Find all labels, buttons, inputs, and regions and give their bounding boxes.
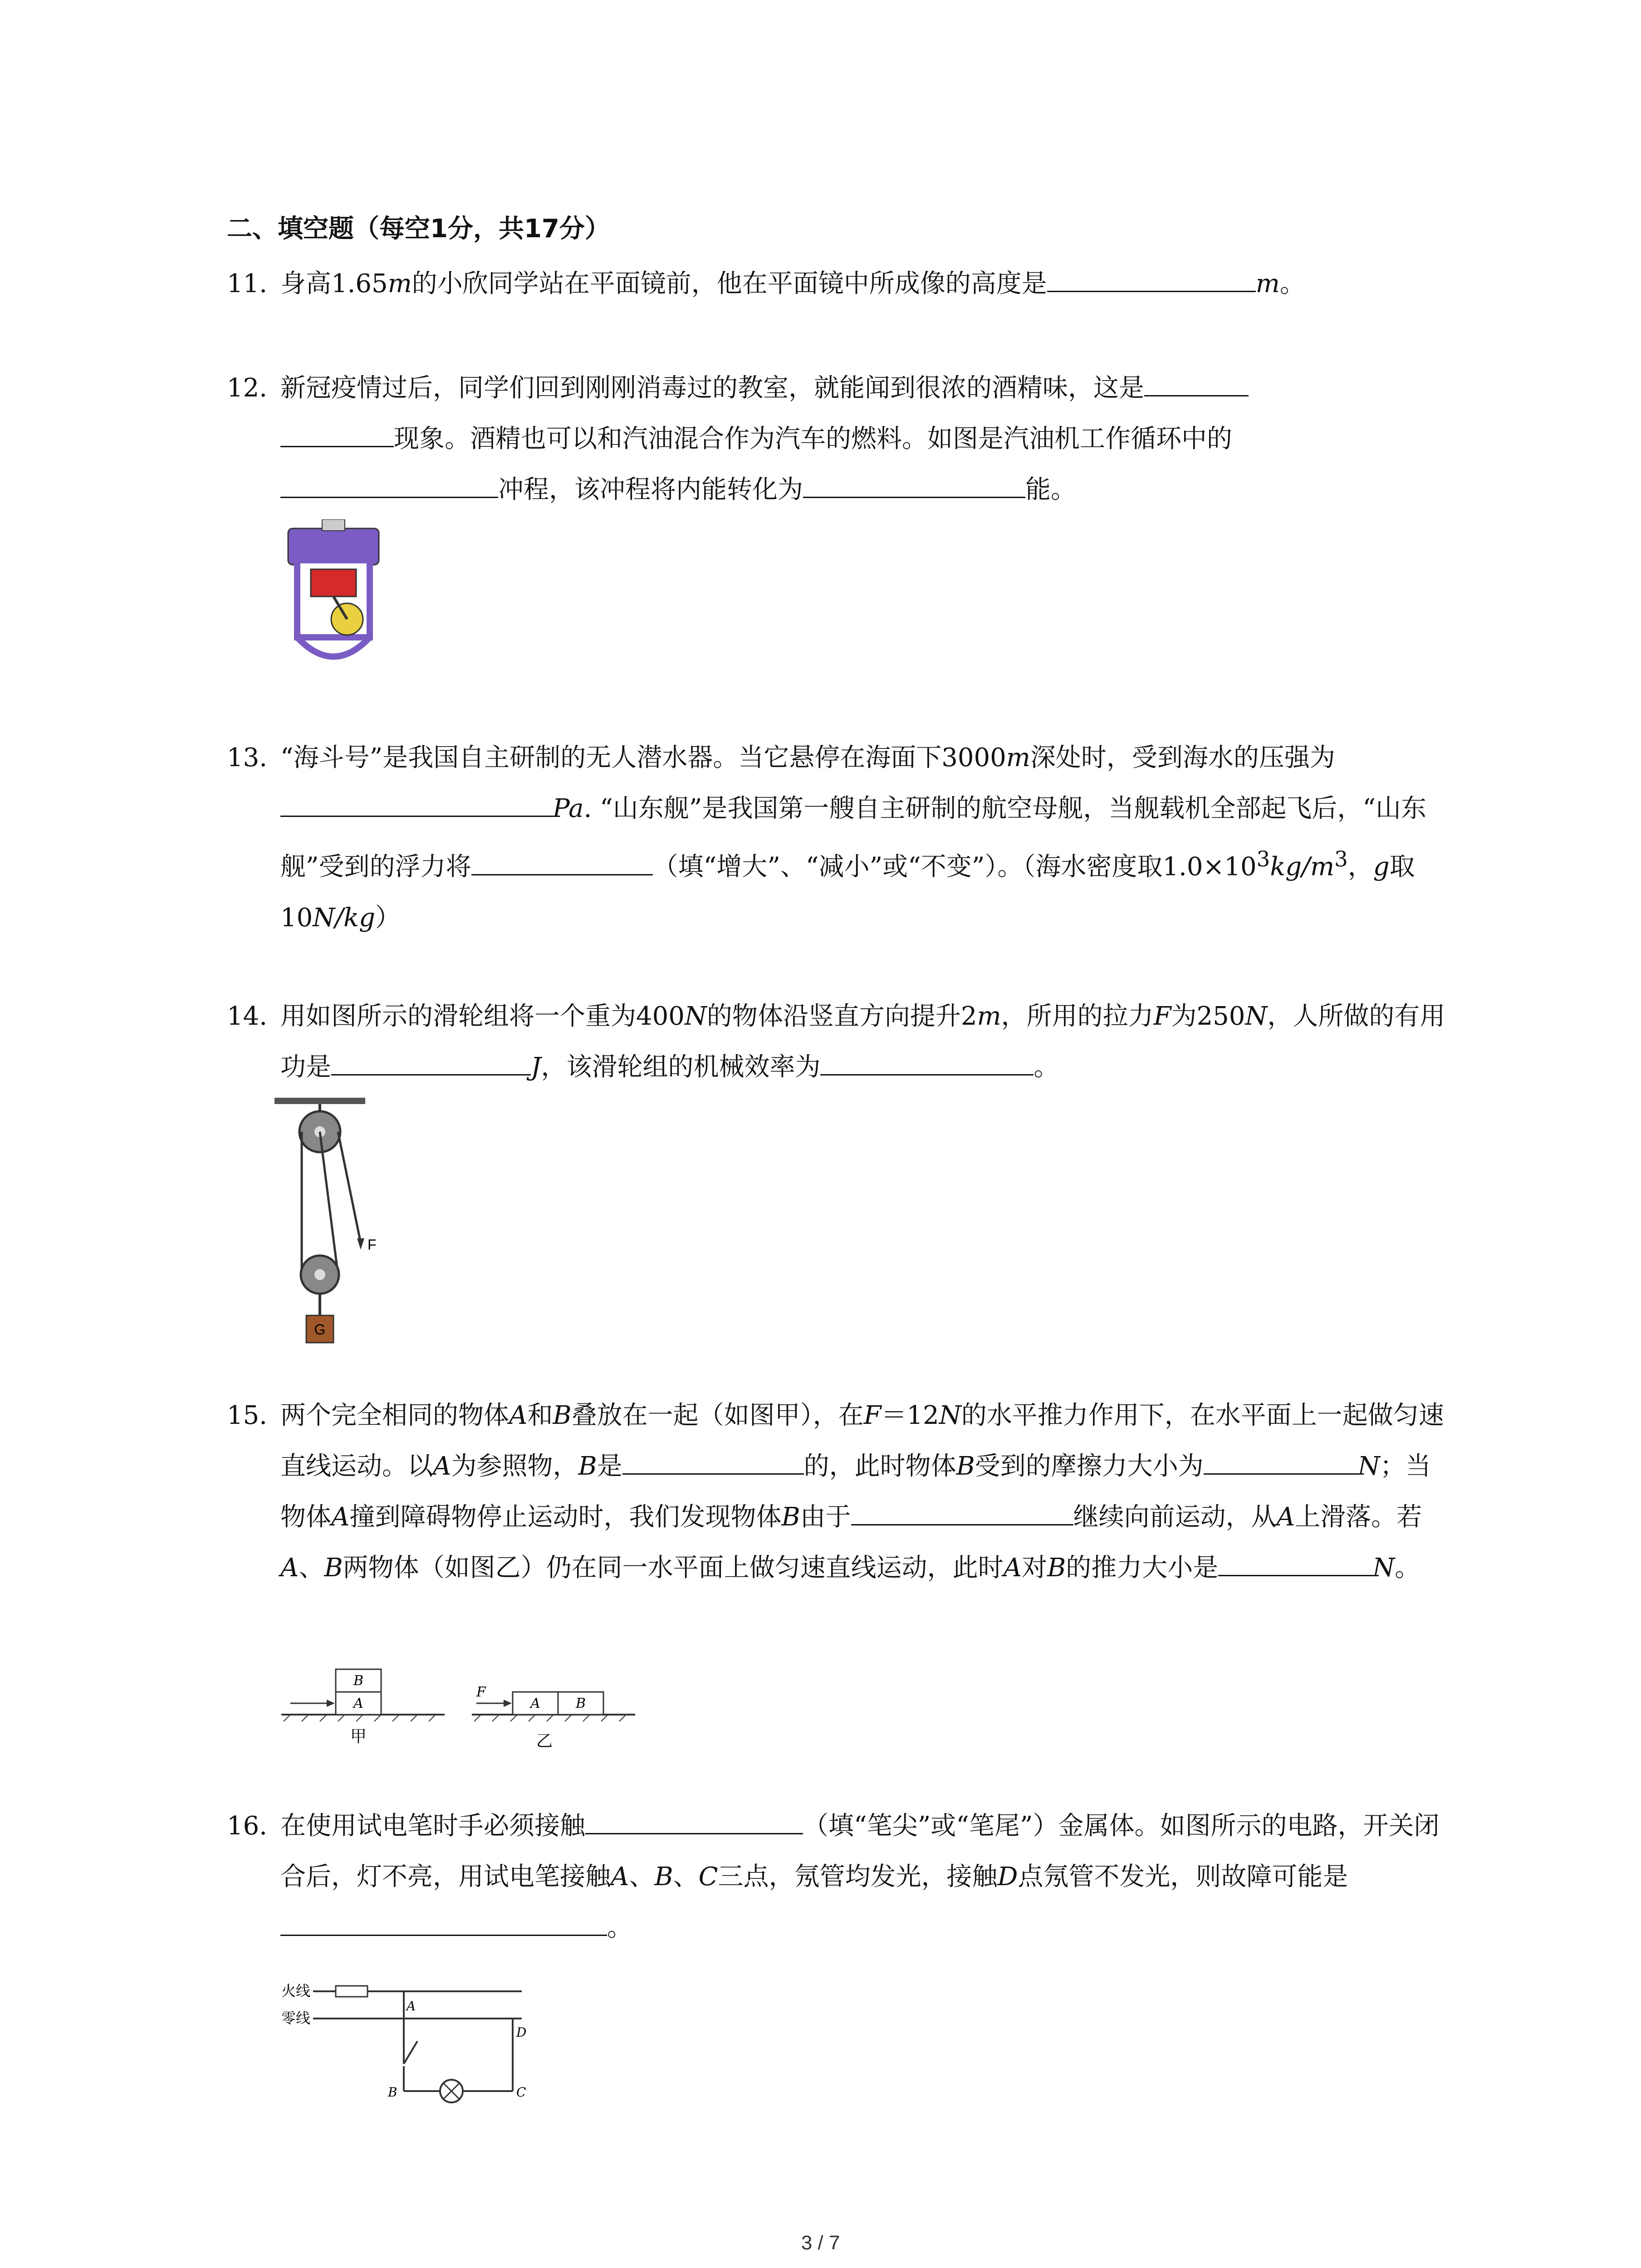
force-label: F <box>476 1684 486 1700</box>
question-16 <box>227 1801 1452 1953</box>
question-text: 用如图所示的滑轮组将一个重为400N的物体沿竖直方向提升2m，所用的拉力F为250N，人所做的有用功是 J，该滑轮组的机械效率为 。 <box>280 1002 1445 1082</box>
question-14 <box>227 991 1452 1093</box>
answer-blank[interactable] <box>1047 265 1256 292</box>
answer-blank[interactable] <box>622 1448 804 1475</box>
answer-blank[interactable] <box>803 471 1025 498</box>
point-d-label: D <box>516 2025 527 2040</box>
question-number: 14. <box>227 1002 268 1031</box>
answer-blank[interactable] <box>851 1499 1073 1525</box>
live-wire-label: 火线 <box>281 1982 311 1999</box>
question-number: 16. <box>227 1811 268 1841</box>
page-number: 3 / 7 <box>801 2232 840 2254</box>
block-b-label: B <box>353 1673 364 1689</box>
point-a-label: A <box>407 1999 416 2014</box>
answer-blank[interactable] <box>280 790 553 817</box>
answer-blank[interactable] <box>280 420 394 447</box>
answer-blank[interactable] <box>1144 370 1249 396</box>
circuit-figure <box>281 1978 535 2114</box>
figure-label-jia: 甲 <box>350 1727 367 1746</box>
answer-blank[interactable] <box>1204 1448 1358 1475</box>
answer-blank[interactable] <box>280 1909 607 1936</box>
weight-label: G <box>314 1321 326 1338</box>
question-11 <box>227 259 1452 309</box>
pulley-figure <box>274 1098 392 1370</box>
question-13 <box>227 733 1452 943</box>
figure-label-yi: 乙 <box>536 1732 553 1750</box>
question-number: 15. <box>227 1401 268 1430</box>
answer-blank[interactable] <box>471 849 653 875</box>
answer-blank[interactable] <box>820 1049 1034 1075</box>
point-c-label: C <box>516 2085 526 2100</box>
answer-blank[interactable] <box>1218 1549 1372 1576</box>
question-number: 11. <box>227 269 268 298</box>
question-15 <box>227 1390 1452 1593</box>
section-title: 二、填空题（每空1分，共17分） <box>227 214 610 244</box>
answer-blank[interactable] <box>331 1049 531 1075</box>
answer-blank[interactable] <box>280 471 498 498</box>
block-a-label: A <box>353 1696 363 1711</box>
question-text: “海斗号”是我国自主研制的无人潜水器。当它悬停在海面下3000m深处时，受到海水的压强为Pa. “山东舰”是我国第一艘自主研制的航空母舰，当舰载机全部起飞后，“山东舰”受到的浮力将 （填“增大”、“减小”或“不变”）。（海水密度取$1.0\times 10^3kg/m^3$，g取10N/kg） <box>280 743 1427 933</box>
question-text: 新冠疫情过后，同学们回到刚刚消毒过的教室，就能闻到很浓的酒精味，这是 现象。酒精也可以和汽油混合作为汽车的燃料。如图是汽油机工作循环中的 冲程，该冲程将内能转化为 能。 <box>280 363 1452 515</box>
force-label: F <box>367 1237 377 1253</box>
question-number: 12. <box>227 373 268 403</box>
question-text: 两个完全相同的物体A和B叠放在一起（如图甲），在F＝12N的水平推力作用下，在水平面上一起做匀速直线运动。以A为参照物，B是 的，此时物体B受到的摩擦力大小为 N；当物体A撞到障碍物停止运动时，我们发现物体B由于 继续向前运动，从A上滑落。若A、B两物体（如图乙）仍在同一水平面上做匀速直线运动，此时A对B的推力大小是 N。 <box>280 1401 1444 1583</box>
block-a-label: A <box>530 1696 540 1711</box>
point-b-label: B <box>388 2085 397 2100</box>
engine-cylinder-figure <box>279 519 388 676</box>
question-text: 身高1.65m的小欣同学站在平面镜前，他在平面镜中所成像的高度是 m。 <box>280 259 1452 309</box>
question-12 <box>227 363 1452 515</box>
block-b-label: B <box>575 1696 586 1711</box>
answer-blank[interactable] <box>585 1808 803 1834</box>
neutral-wire-label: 零线 <box>281 2009 311 2027</box>
question-text: 在使用试电笔时手必须接触 （填“笔尖”或“笔尾”）金属体。如图所示的电路，开关闭合后，灯不亮，用试电笔接触A、B、C三点，氖管均发光，接触D点氖管不发光，则故障可能是。 <box>280 1801 1452 1953</box>
blocks-figure <box>281 1651 644 1765</box>
question-number: 13. <box>227 743 268 772</box>
